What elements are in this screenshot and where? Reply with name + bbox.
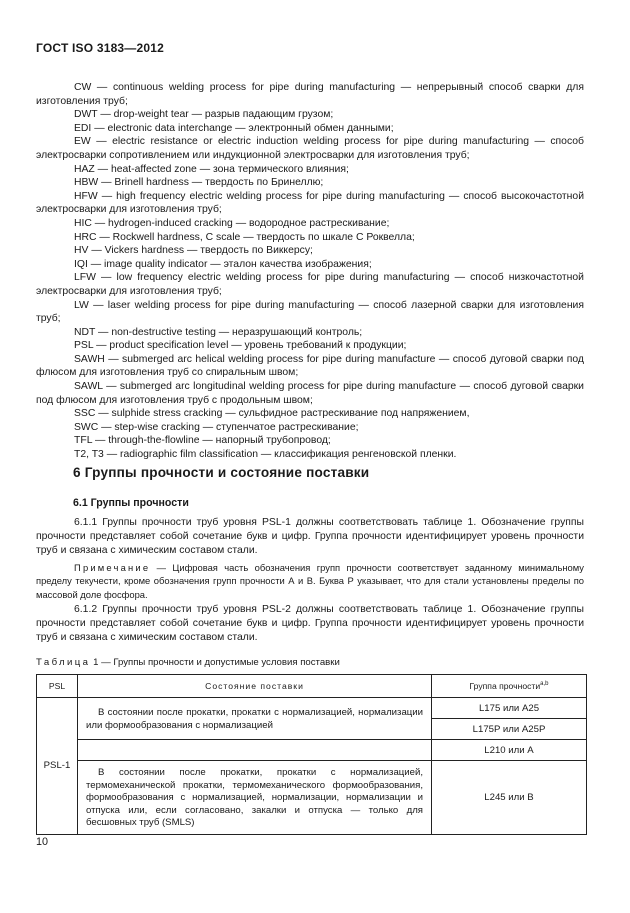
section-6-1-heading: 6.1 Группы прочности (73, 497, 189, 509)
group-cell: L210 или А (432, 740, 587, 761)
header-footnote-marks: а,b (540, 681, 549, 688)
table-row (37, 761, 587, 835)
group-cell: L175 или А25 (432, 698, 587, 719)
abbreviation-ew: EW — electric resistance or electric induction welding process for pipe during manufacturing — способ электросварки сопротивлением или индукционной электросварки для изготовления труб; (36, 136, 584, 161)
abbreviation-cw: CW — continuous welding process for pipe during manufacturing — непрерывный способ сварки для изготовления труб; (36, 82, 584, 107)
abbreviation-hrc: HRC — Rockwell hardness, C scale — твердость по шкале С Роквелла; (74, 231, 415, 243)
abbreviation-hbw: HBW — Brinell hardness — твердость по Бринеллю; (74, 177, 324, 189)
section-6-heading: 6 Группы прочности и состояние поставки (73, 465, 370, 480)
abbreviation-sawh: SAWH — submerged arc helical welding process for pipe during manufacture — способ дуговой сварки под флюсом для изготовления труб со спиральным швом; (36, 353, 584, 379)
header-psl: PSL (37, 675, 78, 698)
table-row (37, 698, 587, 719)
abbreviation-ssc: SSC — sulphide stress cracking — сульфидное растрескивание под напряжением, (74, 408, 470, 420)
group-cell: L245 или В (432, 761, 587, 835)
abbreviation-swc: SWC — step-wise cracking — ступенчатое растрескивание; (74, 421, 359, 433)
condition-cell (78, 698, 432, 740)
note-paragraph (36, 561, 584, 601)
condition-text: В состоянии после прокатки, прокатки с нормализацией, нормализации или формообразования с нормализацией (86, 707, 423, 731)
header-strength-group-label: Группа прочности (469, 681, 541, 691)
abbreviation-edi: EDI — electronic data interchange — электронный обмен данными; (74, 122, 394, 134)
note-label: Примечание (74, 562, 151, 573)
condition-cell (78, 761, 432, 835)
page-number: 10 (36, 836, 49, 848)
table-caption (36, 657, 340, 668)
abbreviation-lw: LW — laser welding process for pipe during manufacturing — способ лазерной сварки для изготовления труб; (36, 299, 584, 325)
abbreviation-hic: HIC — hydrogen-induced cracking — водородное растрескивание; (74, 217, 390, 229)
abbreviation-hfw: HFW — high frequency electric welding process for pipe during manufacturing — способ высокочастотной электросварки для изготовления труб; (36, 190, 584, 216)
abbreviation-hv: HV — Vickers hardness — твердость по Виккерсу; (74, 245, 313, 257)
header-strength-group (432, 675, 587, 698)
condition-cell-empty (78, 740, 432, 761)
abbreviation-haz: HAZ — heat-affected zone — зона термического влияния; (74, 163, 349, 175)
abbreviation-iqi: IQI — image quality indicator — эталон качества изображения; (74, 258, 372, 270)
table-header-row (37, 675, 587, 698)
abbreviation-lfw: LFW — low frequency electric welding process for pipe during manufacturing — способ низкочастотной электросварки для изготовления труб; (36, 272, 584, 297)
abbreviation-sawl: SAWL — submerged arc longitudinal welding process for pipe during manufacture — способ дуговой сварки под флюсом для изготовления труб с продольным швом; (36, 381, 584, 406)
table-row (37, 740, 587, 761)
table-caption-text: 1 — Группы прочности и допустимые условия поставки (90, 657, 340, 668)
table-caption-label: Таблица (36, 657, 91, 668)
abbreviation-ndt: NDT — non-destructive testing — неразрушающий контроль; (74, 326, 363, 338)
abbreviation-dwt: DWT — drop-weight tear — разрыв падающим грузом; (74, 109, 334, 121)
document-header: ГОСТ ISO 3183—2012 (36, 41, 165, 55)
abbreviations-list (36, 81, 584, 462)
paragraph-6-1-1: 6.1.1 Группы прочности труб уровня PSL-1 должны соответствовать таблице 1. Обозначение группы прочности представляет собой сочетание букв и цифр. Группа прочности идентифицирует уровень прочности труб и связана с химическим составом стали. (36, 517, 584, 557)
abbreviation-tfl: TFL — through-the-flowline — напорный трубопровод; (74, 435, 331, 447)
group-cell: L175P или А25P (432, 719, 587, 740)
abbreviation-t2-t3: T2, T3 — radiographic film classification — классификация ренгеновской пленки. (74, 449, 457, 461)
psl-1-cell: PSL-1 (37, 698, 78, 835)
paragraph-6-1-2: 6.1.2 Группы прочности труб уровня PSL-2 должны соответствовать таблице 1. Обозначение группы прочности представляет собой сочетание букв и цифр. Группа прочности идентифицирует уровень прочности труб и связана с химическим составом стали. (36, 604, 584, 644)
header-delivery-condition: Состояние поставки (78, 675, 432, 698)
abbreviation-psl: PSL — product specification level — уровень требований к продукции; (74, 340, 407, 352)
condition-text: В состоянии после прокатки, прокатки с нормализацией, термомеханической прокатки, термомеханического формообразования, формообразования с нормализацией, нормализации, нормализации и отпуска или, если согласовано, закалки и отпуска — только для бесшовных труб (SMLS) (86, 767, 423, 828)
strength-grades-table (36, 674, 587, 835)
note-text: — Цифровая часть обозначения групп прочности соответствует заданному минимальному пределу текучести, кроме обозначения групп прочности А и В. Буква Р указывает, что для стали установлены пределы по массовой доле фосфора. (36, 562, 584, 600)
